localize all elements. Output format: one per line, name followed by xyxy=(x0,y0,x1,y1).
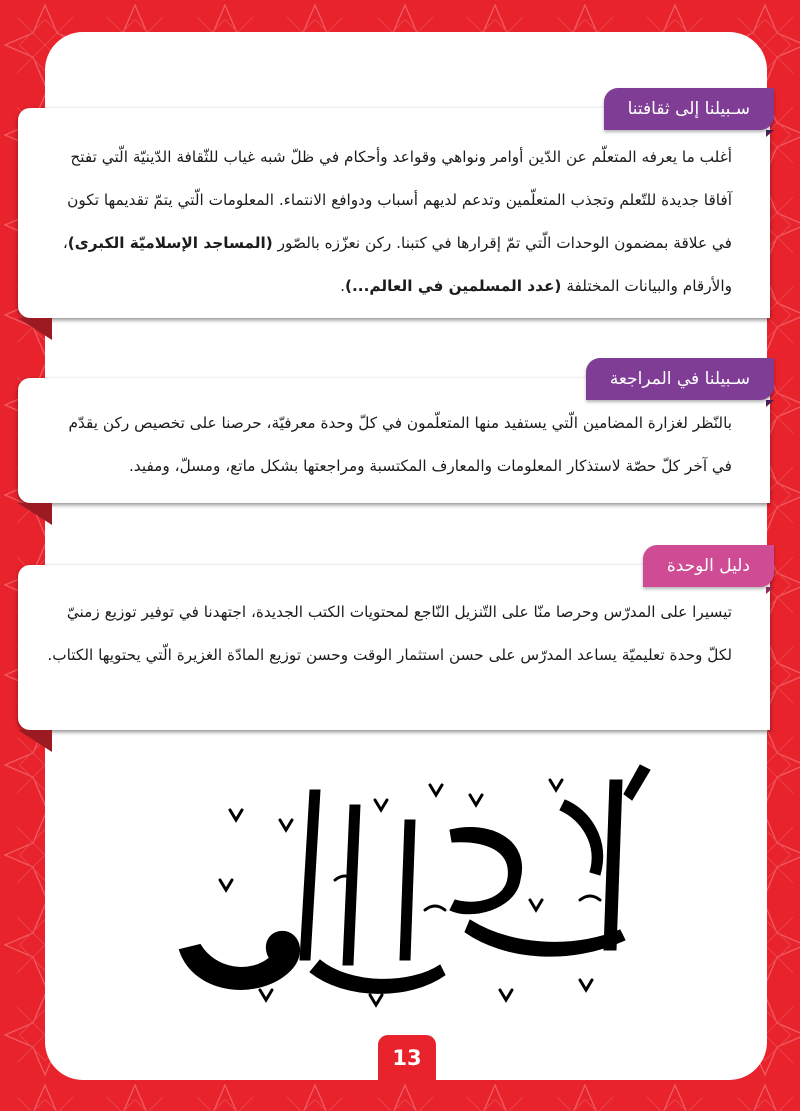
text-line: أغلب ما يعرفه المتعلّم عن الدّين أوامر ونواهي وقواعد وأحكام في ظلّ شبه غياب للثّقافة الدّينيّة الّتي تفتح xyxy=(70,148,732,166)
bold-term: (المساجد الإسلاميّة الكبرى) xyxy=(67,234,273,252)
text-line: زمنيّ لكلّ وحدة تعليميّة يساعد المدرّس على حسن استثمار الوقت وحسن توزيع المادّة الغزيرة الّتي xyxy=(66,603,732,664)
text-line: آفاقا جديدة للتّعلم وتجذب المتعلّمين وتدعم لديهم أسباب ودوافع الانتماء. المعلومات الّتي يتمّ تقديمها xyxy=(103,191,732,209)
text-line: والأرقام والبيانات المختلفة xyxy=(566,277,732,295)
section-panel xyxy=(18,565,770,730)
calligraphy-artwork xyxy=(170,760,660,1010)
punctuation: . xyxy=(340,277,345,295)
section-body xyxy=(44,402,732,488)
section-body xyxy=(44,591,732,677)
text-line: يحتويها الكتاب. xyxy=(47,646,141,664)
section-body xyxy=(44,136,732,308)
section-culture xyxy=(18,88,788,338)
page-number: 13 xyxy=(378,1035,436,1081)
section-title: دليل الوحدة xyxy=(643,545,774,587)
text-line: تيسيرا على المدرّس وحرصا منّا على التّنزيل النّاجع لمحتويات الكتب الجديدة، اجتهدنا في توفير توزيع xyxy=(104,603,732,621)
text-line: بالنّظر لغزارة المضامين الّتي يستفيد منها المتعلّمون في كلّ وحدة معرفيّة، حرصنا على تخصيص ركن يقدّم xyxy=(68,414,732,432)
section-review xyxy=(18,358,788,528)
bold-term: (عدد المسلمين في العالم...) xyxy=(344,277,562,295)
section-unit-guide xyxy=(18,545,788,755)
panel-fold xyxy=(18,730,52,752)
section-title: سـبيلنا إلى ثقافتنا xyxy=(604,88,774,130)
text-line: تكون في علاقة بمضمون الوحدات الّتي تمّ إقرارها في كتبنا. ركن نعزّزه بالصّور xyxy=(67,191,732,252)
section-title: سـبيلنا في المراجعة xyxy=(586,358,774,400)
panel-fold xyxy=(18,503,52,525)
punctuation: ، xyxy=(62,234,68,252)
section-panel xyxy=(18,108,770,318)
panel-fold xyxy=(18,318,52,340)
text-line: في آخر كلّ حصّة لاستذكار المعلومات والمعارف المكتسبة ومراجعتها بشكل ماتع، ومسلّ، ومفيد. xyxy=(128,457,732,475)
